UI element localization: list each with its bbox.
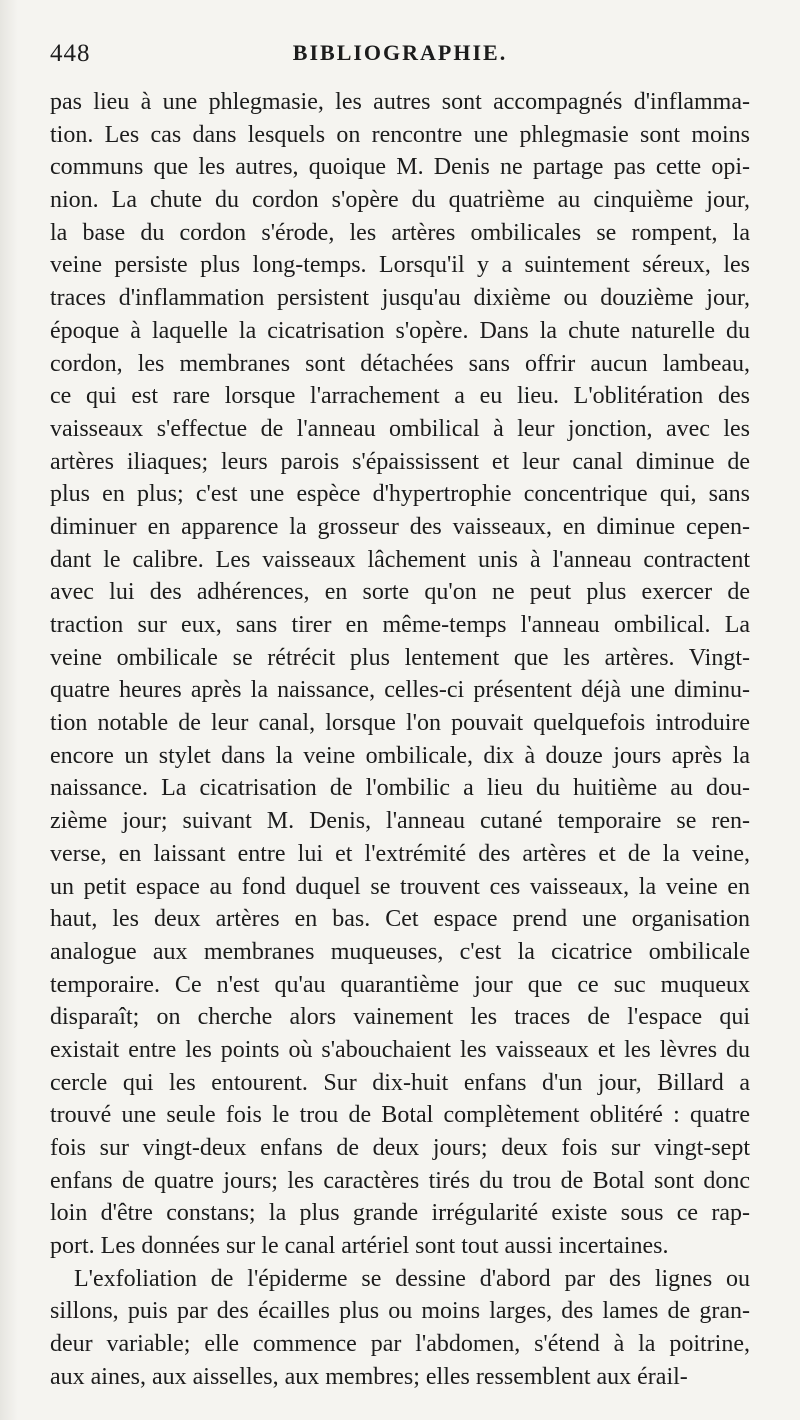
- text-line: communs que les autres, quoique M. Denis ne partage pas cette opi-: [50, 154, 750, 181]
- running-title: BIBLIOGRAPHIE.: [292, 40, 508, 65]
- text-line: un petit espace au fond duquel se trouvent ces vaisseaux, la veine en: [50, 873, 750, 900]
- text-line: loin d'être constans; la plus grande irrégularité existe sous ce rap-: [50, 1200, 750, 1227]
- text-line: traces d'inflammation persistent jusqu'au dixième ou douzième jour,: [50, 285, 750, 312]
- page-header: [50, 40, 750, 74]
- text-line: temporaire. Ce n'est qu'au quarantième jour que ce suc muqueux: [50, 971, 750, 998]
- text-line: dant le calibre. Les vaisseaux lâchement unis à l'anneau contractent: [50, 546, 750, 573]
- text-line: vaisseaux s'effectue de l'anneau ombilical à leur jonction, avec les: [50, 415, 750, 442]
- text-line: disparaît; on cherche alors vainement les traces de l'espace qui: [50, 1004, 750, 1031]
- text-line: zième jour; suivant M. Denis, l'anneau cutané temporaire se ren-: [50, 808, 750, 835]
- text-line: tion notable de leur canal, lorsque l'on pouvait quelquefois introduire: [50, 710, 750, 737]
- text-line: port. Les données sur le canal artériel sont tout aussi incertaines.: [50, 1233, 669, 1260]
- text-line: plus en plus; c'est une espèce d'hypertrophie concentrique qui, sans: [50, 481, 750, 508]
- text-line: existait entre les points où s'abouchaient les vaisseaux et les lèvres du: [50, 1036, 750, 1063]
- page-edge-shadow: [0, 0, 18, 1420]
- text-line: époque à laquelle la cicatrisation s'opère. Dans la chute naturelle du: [50, 317, 750, 344]
- text-line: ce qui est rare lorsque l'arrachement a eu lieu. L'oblitération des: [50, 383, 750, 410]
- text-line: deur variable; elle commence par l'abdomen, s'étend à la poitrine,: [50, 1331, 750, 1358]
- text-line: analogue aux membranes muqueuses, c'est la cicatrice ombilicale: [50, 938, 750, 965]
- text-line: traction sur eux, sans tirer en même-temps l'anneau ombilical. La: [50, 612, 750, 638]
- text-line: la base du cordon s'érode, les artères ombilicales se rompent, la: [50, 219, 750, 246]
- body-text: [50, 86, 750, 1394]
- text-line: tion. Les cas dans lesquels on rencontre une phlegmasie sont moins: [50, 121, 750, 148]
- paragraph: [50, 86, 750, 1263]
- text-line: encore un stylet dans la veine ombilicale, dix à douze jours après la: [50, 742, 750, 769]
- text-line: naissance. La cicatrisation de l'ombilic a lieu du huitième au dou-: [50, 775, 750, 802]
- text-line: haut, les deux artères en bas. Cet espace prend une organisation: [50, 906, 750, 933]
- text-line: enfans de quatre jours; les caractères tirés du trou de Botal sont donc: [50, 1167, 750, 1194]
- text-line: artères iliaques; leurs parois s'épaississent et leur canal diminue de: [50, 448, 750, 475]
- text-line: cordon, les membranes sont détachées sans offrir aucun lambeau,: [50, 350, 750, 377]
- text-line: pas lieu à une phlegmasie, les autres sont accompagnés d'inflamma-: [50, 89, 750, 115]
- text-line: veine persiste plus long-temps. Lorsqu'il y a suintement séreux, les: [50, 252, 750, 279]
- text-line: quatre heures après la naissance, celles-ci présentent déjà une diminu-: [50, 677, 750, 704]
- text-line: fois sur vingt-deux enfans de deux jours; deux fois sur vingt-sept: [50, 1135, 750, 1161]
- text-line: verse, en laissant entre lui et l'extrémité des artères et de la veine,: [50, 840, 750, 867]
- text-line: nion. La chute du cordon s'opère du quatrième au cinquième jour,: [50, 187, 750, 214]
- paragraph: [50, 1263, 750, 1394]
- text-line: cercle qui les entourent. Sur dix-huit enfans d'un jour, Billard a: [50, 1069, 750, 1096]
- text-line: veine ombilicale se rétrécit plus lentement que les artères. Vingt-: [50, 644, 750, 671]
- text-line: avec lui des adhérences, en sorte qu'on ne peut plus exercer de: [50, 579, 750, 606]
- text-line: sillons, puis par des écailles plus ou moins larges, des lames de gran-: [50, 1298, 750, 1325]
- text-line: L'exfoliation de l'épiderme se dessine d'abord par des lignes ou: [74, 1265, 750, 1292]
- page-number: 448: [50, 40, 91, 67]
- text-line: trouvé une seule fois le trou de Botal complètement oblitéré : quatre: [50, 1102, 750, 1129]
- text-line: diminuer en apparence la grosseur des vaisseaux, en diminue cepen-: [50, 513, 750, 540]
- text-line: aux aines, aux aisselles, aux membres; elles ressemblent aux érail-: [50, 1363, 688, 1390]
